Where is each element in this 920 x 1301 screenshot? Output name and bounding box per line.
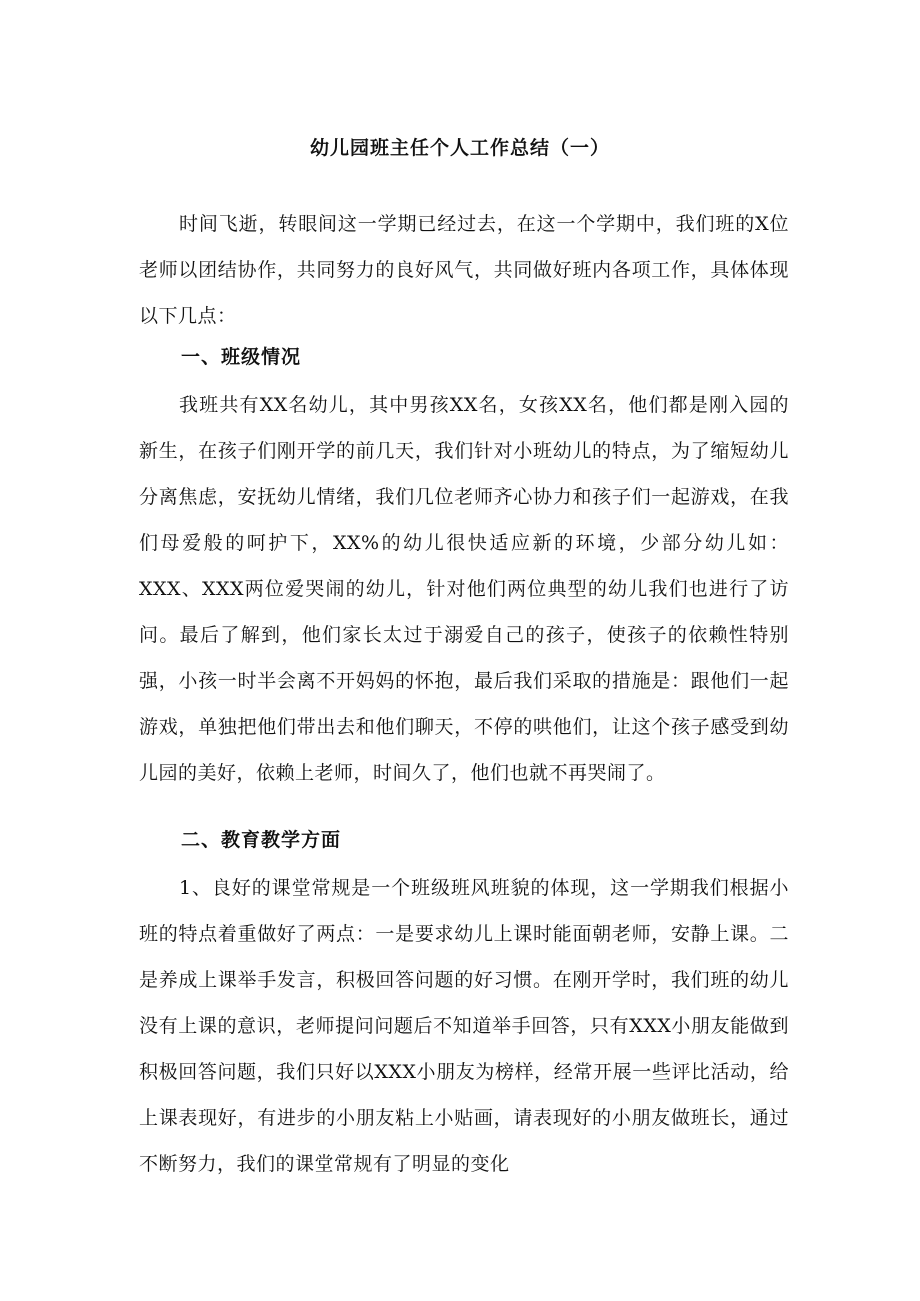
class-situation-paragraph: 我班共有XX名幼儿，其中男孩XX名，女孩XX名，他们都是刚入园的新生，在孩子们刚开学的前几天，我们针对小班幼儿的特点，为了缩短幼儿分离焦虑，安抚幼儿情绪，我们几位老师齐心协力和孩子们一起游戏，在我们母爱般的呵护下，XX%的幼儿很快适应新的环境，少部分幼儿如：XXX、XXX两位爱哭闹的幼儿，针对他们两位典型的幼儿我们也进行了访问。最后了解到，他们家长太过于溺爱自己的孩子，使孩子的依赖性特别强，小孩一时半会离不开妈妈的怀抱，最后我们采取的措施是：跟他们一起游戏，单独把他们带出去和他们聊天，不停的哄他们，让这个孩子感受到幼儿园的美好，依赖上老师，时间久了，他们也就不再哭闹了。 — [139, 394, 789, 784]
teaching-paragraph: 1、良好的课堂常规是一个班级班风班貌的体现，这一学期我们根据小班的特点着重做好了两点：一是要求幼儿上课时能面朝老师，安静上课。二是养成上课举手发言，积极回答问题的好习惯。在刚开学时，我们班的幼儿没有上课的意识，老师提问问题后不知道举手回答，只有XXX小朋友能做到积极回答问题，我们只好以XXX小朋友为榜样，经常开展一些评比活动，给上课表现好，有进步的小朋友粘上小贴画，请表现好的小朋友做班长，通过不断努力，我们的课堂常规有了明显的变化 — [139, 877, 789, 1175]
intro-paragraph: 时间飞逝，转眼间这一学期已经过去，在这一个学期中，我们班的X位老师以团结协作，共同努力的良好风气，共同做好班内各项工作，具体体现以下几点： — [139, 213, 789, 327]
section-heading-class-situation: 一、班级情况 — [181, 346, 302, 368]
document-title: 幼儿园班主任个人工作总结（一） — [309, 137, 610, 159]
section-heading-teaching: 二、教育教学方面 — [181, 829, 342, 851]
